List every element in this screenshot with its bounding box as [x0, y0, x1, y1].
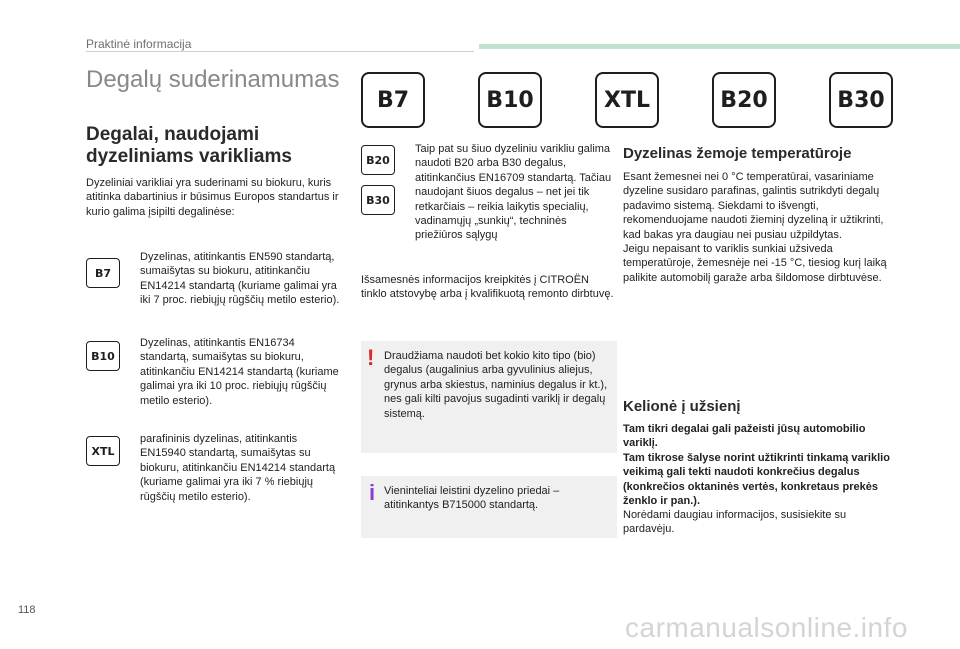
fuel-b10-description: Dyzelinas, atitinkantis EN16734 standartą, sumaišytas su biokuru, atitinkančiu EN14214 standartą (kuriame galimai yra iki 10 proc. riebiųjų rūgščių metilo esterio).: [140, 337, 339, 407]
badge-xtl: XTL: [86, 436, 120, 466]
travel-abroad-warning: Tam tikri degalai gali pažeisti jūsų automobilio variklį. Tam tikrose šalyse norint užtikrinti tinkamą variklio veikimą gali tekti naudoti konkrečius degalus (konkrečios oktaninės vertės, konkretaus prekės ženklo ir pan.).: [623, 423, 890, 508]
page-title: Degalų suderinamumas: [86, 66, 340, 93]
badge-b30-large: B30: [829, 72, 893, 128]
info-i-icon: i: [369, 480, 376, 505]
fuel-b7-description: Dyzelinas, atitinkantis EN590 standartą, sumaišytas su biokuru, atitinkančiu EN14214 standartą (kuriame galimai yra iki 7 proc. riebiųjų rūgščių metilo esterio).: [140, 251, 340, 307]
badge-b10-large: B10: [478, 72, 542, 128]
info-text: Vieninteliai leistini dyzelino priedai – atitinkantys B715000 standartą.: [384, 485, 560, 512]
info-note-box: [361, 476, 617, 538]
dealer-info-paragraph: Išsamesnės informacijos kreipkitės į CITROËN tinklo atstovybę arba į kvalifikuotą remonto dirbtuvę.: [361, 274, 614, 301]
section-heading-travel-abroad: Kelionė į užsienį: [623, 398, 741, 415]
badge-xtl-large: XTL: [595, 72, 659, 128]
cold-diesel-text: Esant žemesnei nei 0 °C temperatūrai, vasariniame dyzeline susidaro parafinas, galintis sutrikdyti degalų padavimo sistemą. Siekdami to išvengti, rekomenduojame naudoti žieminį dyzeliną ir užtikrinti, kad bakas yra daugiau nei pusiau užpildytas. Jeigu nepaisant to variklis sunkiai užsiveda temperatūroje, žemesnėje nei -15 °C, tiesiog kurį laiką palikite automobilį garaže arba šildomose dirbtuvėse.: [623, 171, 887, 284]
b20-b30-description: Taip pat su šiuo dyzeliniu varikliu galima naudoti B20 arba B30 degalus, atitinkančius EN16709 standartą. Tačiau naudojant šiuos degalus – net jei tik retkarčiais – reikia laikytis specialių, vadinamųjų „sunkių“, techninės priežiūros sąlygų: [415, 143, 612, 242]
badge-b10: B10: [86, 341, 120, 371]
watermark: carmanualsonline.info: [625, 612, 908, 643]
badge-b7: B7: [86, 258, 120, 288]
intro-paragraph: Dyzeliniai varikliai yra suderinami su biokuru, kuris atitinka dabartinius ir būsimus Europos standartus ir kurio galima įsipilti degalinėse:: [86, 177, 339, 218]
travel-abroad-contact: Norėdami daugiau informacijos, susisiekite su pardavėju.: [623, 509, 847, 536]
badge-b20: B20: [361, 145, 395, 175]
header-divider: [86, 51, 474, 52]
section-heading-cold-diesel: Dyzelinas žemoje temperatūroje: [623, 145, 852, 162]
header-accent-bar: [479, 44, 960, 49]
section-label: Praktinė informacija: [86, 37, 192, 51]
warning-text: Draudžiama naudoti bet kokio kito tipo (bio) degalus (augalinius arba gyvulinius aliejus, grynus arba skiestus, naminius degalus ir kt.), nes gali kilti pavojus sugadinti variklį ir degalų sistemą.: [384, 350, 608, 420]
fuel-xtl-description: parafininis dyzelinas, atitinkantis EN15940 standartą, sumaišytas su biokuru, atitinkančiu EN14214 standartą (kuriame galimai yra iki 7 % riebiųjų rūgščių metilo esterio).: [140, 433, 336, 503]
page-number: 118: [18, 604, 36, 616]
exclamation-warning-icon: !: [367, 345, 375, 370]
badge-b30: B30: [361, 185, 395, 215]
badge-b7-large: B7: [361, 72, 425, 128]
badge-b20-large: B20: [712, 72, 776, 128]
warning-note-box: [361, 341, 617, 453]
section-heading-diesel-fuels: Degalai, naudojami dyzeliniams varikliams: [86, 124, 292, 167]
